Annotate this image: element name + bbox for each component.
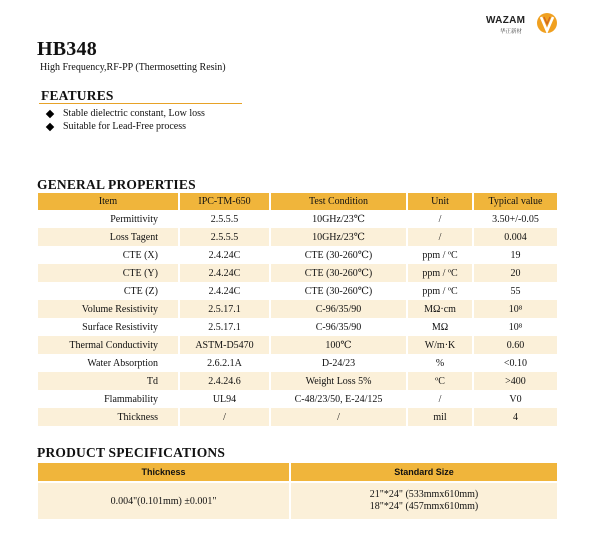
method-cell: 2.5.17.1 [180,318,271,336]
unit-cell: mil [408,408,474,426]
method-cell: 2.4.24C [180,264,271,282]
unit-cell: % [408,354,474,372]
table-row [38,354,557,372]
standard-size-cell [291,481,557,519]
table-row [38,318,557,336]
condition-cell: D-24/23 [271,354,408,372]
item-cell: Td [38,372,180,390]
features-heading: FEATURES [41,88,114,103]
column-header: Test Condition [271,193,408,210]
item-cell: Permittivity [38,210,180,228]
table-header-row [38,193,557,210]
item-cell: Thickness [38,408,180,426]
condition-cell: 100℃ [271,336,408,354]
table-header-row [38,463,557,481]
value-cell: 20 [474,264,557,282]
feature-text: Stable dielectric constant, Low loss [63,108,205,119]
table-row [38,372,557,390]
item-cell: Thermal Conductivity [38,336,180,354]
size-line: 21"*24" (533mmx610mm) [369,489,479,500]
value-cell: 4 [474,408,557,426]
condition-cell: Weight Loss 5% [271,372,408,390]
table-row [38,408,557,426]
bullet-icon [46,122,54,130]
feature-item [45,121,186,132]
logo-emblem-icon [536,11,558,35]
column-header: Unit [408,193,474,210]
item-cell: CTE (Y) [38,264,180,282]
item-cell: Water Absorption [38,354,180,372]
features-rule [39,103,242,104]
unit-cell: ppm / ºC [408,264,474,282]
value-cell: 10⁸ [508,321,523,333]
table-row [38,336,557,354]
table-row [38,481,557,519]
size-line: 18"*24" (457mmx610mm) [369,501,479,512]
item-cell: Loss Tagent [38,228,180,246]
product-specifications-heading: PRODUCT SPECIFICATIONS [37,445,226,460]
unit-cell: / [408,210,474,228]
logo-brand-text: WAZAM [486,15,526,26]
logo-sub-text: 华正新材 [500,29,523,35]
column-header: Thickness [38,463,291,481]
condition-cell: C-96/35/90 [271,318,408,336]
condition-cell: / [271,408,408,426]
value-cell: >400 [474,372,557,390]
general-properties-table [38,193,557,426]
condition-cell: CTE (30-260℃) [271,246,408,264]
condition-cell: CTE (30-260℃) [271,264,408,282]
value-cell: 3.50+/-0.05 [492,213,539,225]
value-cell: 55 [510,285,521,297]
column-header: IPC-TM-650 [180,193,271,210]
product-specifications-table [38,463,557,519]
unit-cell: / [408,390,474,408]
item-cell: Flammability [38,390,180,408]
unit-cell: ºC [408,372,474,390]
company-logo [486,11,558,37]
unit-cell: MΩ [408,318,474,336]
method-cell: 2.4.24.6 [180,372,271,390]
feature-item [45,108,205,119]
feature-text: Suitable for Lead-Free process [63,121,187,132]
value-cell: V0 [509,393,522,405]
condition-cell: 10GHz/23℃ [271,228,408,246]
method-cell: UL94 [180,390,271,408]
table-row [38,282,557,300]
unit-cell: ppm / ºC [408,282,474,300]
method-cell: 2.6.2.1A [180,354,271,372]
item-cell: Volume Resistivity [38,300,180,318]
value-cell: 0.004 [474,228,557,246]
method-cell: 2.5.17.1 [180,300,271,318]
method-cell: 2.5.5.5 [180,210,271,228]
method-cell: / [180,408,271,426]
value-cell: 19 [510,249,521,261]
method-cell: 2.5.5.5 [180,228,271,246]
item-cell: CTE (X) [38,246,180,264]
condition-cell: C-96/35/90 [271,300,408,318]
table-row [38,264,557,282]
item-cell: CTE (Z) [38,282,180,300]
table-row [38,210,557,228]
condition-cell: C-48/23/50, E-24/125 [271,390,408,408]
table-row [38,390,557,408]
column-header: Item [38,193,180,210]
thickness-cell: 0.004"(0.101mm) ±0.001" [38,481,291,519]
general-properties-heading: GENERAL PROPERTIES [37,177,196,192]
value-cell: 0.60 [474,336,557,354]
column-header: Standard Size [291,463,557,481]
method-cell: ASTM-D5470 [180,336,271,354]
value-cell: <0.10 [503,357,528,369]
condition-cell: CTE (30-260℃) [271,282,408,300]
table-row [38,228,557,246]
page-title: HB348 [37,38,97,60]
page-subtitle: High Frequency,RF-PP (Thermosetting Resin) [40,62,226,73]
unit-cell: MΩ·cm [408,300,474,318]
unit-cell: W/m·K [408,336,474,354]
bullet-icon [46,109,54,117]
value-cell: 10⁸ [474,300,557,318]
condition-cell: 10GHz/23℃ [271,210,408,228]
column-header: Typical value [474,193,557,210]
method-cell: 2.4.24C [180,282,271,300]
unit-cell: ppm / ºC [408,246,474,264]
table-row [38,246,557,264]
method-cell: 2.4.24C [180,246,271,264]
item-cell: Surface Resistivity [38,318,180,336]
table-row [38,300,557,318]
unit-cell: / [408,228,474,246]
